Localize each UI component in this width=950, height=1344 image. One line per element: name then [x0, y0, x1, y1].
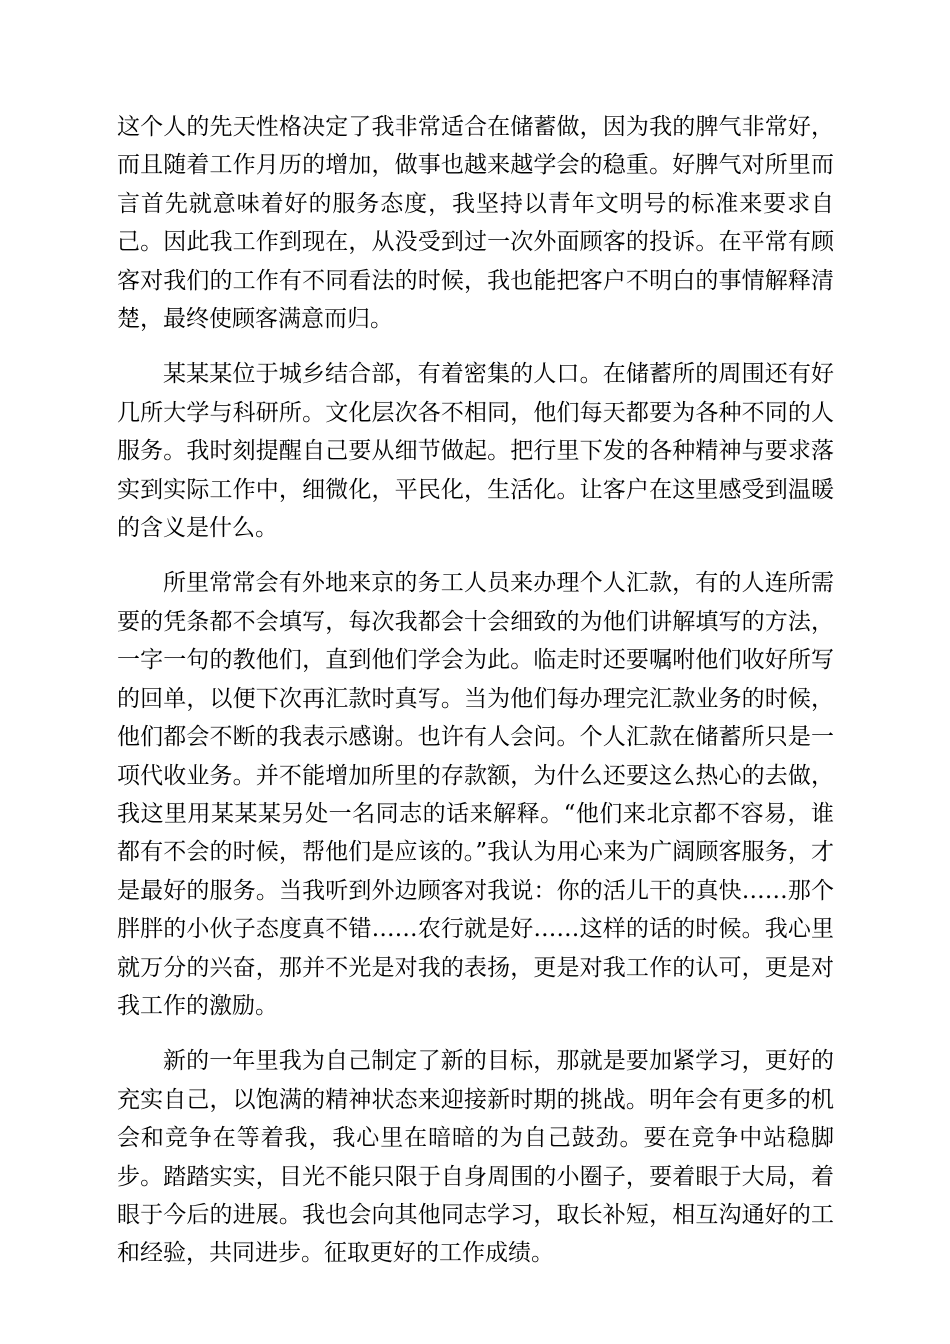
document-body [117, 108, 834, 1290]
paragraph-2: 某某某位于城乡结合部，有着密集的人口。在储蓄所的周围还有好几所大学与科研所。文化层次各不相同，他们每天都要为各种不同的人服务。我时刻提醒自己要从细节做起。把行里下发的各种精神与要求落实到实际工作中，细微化，平民化，生活化。让客户在这里感受到温暖的含义是什么。 [117, 361, 834, 542]
paragraph-4: 新的一年里我为自己制定了新的目标，那就是要加紧学习，更好的充实自己，以饱满的精神状态来迎接新时期的挑战。明年会有更多的机会和竞争在等着我，我心里在暗暗的为自己鼓劲。要在竞争中站稳脚步。踏踏实实，目光不能只限于自身周围的小圈子，要着眼于大局，着眼于今后的进展。我也会向其他同志学习，取长补短，相互沟通好的工和经验，共同进步。征取更好的工作成绩。 [117, 1048, 834, 1267]
paragraph-1: 这个人的先天性格决定了我非常适合在储蓄做，因为我的脾气非常好，而且随着工作月历的增加，做事也越来越学会的稳重。好脾气对所里而言首先就意味着好的服务态度，我坚持以青年文明号的标准来要求自己。因此我工作到现在，从没受到过一次外面顾客的投诉。在平常有顾客对我们的工作有不同看法的时候，我也能把客户不明白的事情解释清楚，最终使顾客满意而归。 [117, 114, 834, 333]
paragraph-3: 所里常常会有外地来京的务工人员来办理个人汇款，有的人连所需要的凭条都不会填写，每次我都会十会细致的为他们讲解填写的方法，一字一句的教他们，直到他们学会为此。临走时还要嘱咐他们收好所写的回单，以便下次再汇款时真写。当为他们每办理完汇款业务的时候，他们都会不断的我表示感谢。也许有人会问。个人汇款在储蓄所只是一项代收业务。并不能增加所里的存款额，为什么还要这么热心的去做，我这里用某某某另处一名同志的话来解释。“他们来北京都不容易，谁都有不会的时候，帮他们是应该的。”我认为用心来为广阔顾客服务，才是最好的服务。当我听到外边顾客对我说：你的活儿干的真快……那个胖胖的小伙子态度真不错……农行就是好……这样的话的时候。我心里就万分的兴奋，那并不光是对我的表扬，更是对我工作的认可，更是对我工作的激励。 [117, 570, 834, 1019]
